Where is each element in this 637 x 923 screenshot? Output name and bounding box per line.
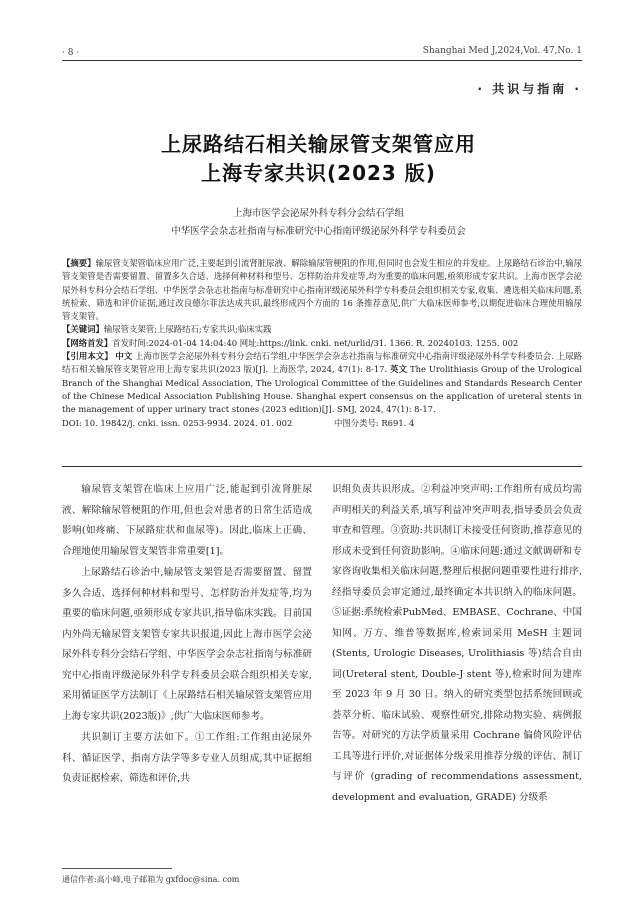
doi-row	[62, 417, 582, 431]
header-rule	[62, 60, 582, 61]
doi: DOI: 10. 19842/j. cnki. issn. 0253-9934. 2024. 01. 002	[62, 417, 293, 428]
abstract	[62, 257, 582, 323]
online-label: 【网络首发】	[62, 337, 113, 348]
corresponding-author: 通信作者:高小峰,电子邮箱为 gxfdoc@sina. com	[62, 875, 240, 884]
abstract-block	[62, 257, 582, 431]
keywords	[62, 323, 582, 336]
left-paragraph-2: 上尿路结石诊治中,输尿管支架管是否需要留置、留置多久合适、选择何种材料和型号、怎样防治并发症等,均为重要的临床问题,亟须形成专家共识,指导临床实践。目前国内外尚无输尿管支架管专家共识报道,因此上海市医学会泌尿外科专科分会结石学组、中华医学会杂志社指南与标准研究中心指南评级泌尿外科学专科委员会联合组织相关专家,采用循证医学方法制订《上尿路结石相关输尿管支架管应用上海专家共识(2023版)》,供广大临床医师参考。	[62, 567, 312, 722]
org-line-2: 中华医学会杂志社指南与标准研究中心指南评级泌尿外科学专科委员会	[171, 226, 466, 237]
left-paragraph-1: 输尿管支架管在临床上应用广泛,能起到引流肾脏尿液、解除输尿管梗阻的作用,但也会对患者的日常生活造成影响(如疼痛、下尿路症状和血尿等)。因此,临床上正确、合理地使用输尿管支架管非常重要[1]。	[62, 484, 312, 557]
citation-cn-text: 上海市医学会泌尿外科专科分会结石学组,中华医学会杂志社指南与标准研究中心指南评级泌尿外科学专科委员会. 上尿路结石相关输尿管支架管应用上海专家共识(2023 版)[J]. 上海医学, 2024, 47(1): 8-17.	[62, 351, 583, 375]
journal-header: Shanghai Med J,2024,Vol. 47,No. 1	[422, 46, 582, 56]
citation-en-prefix: 英文	[390, 364, 408, 375]
abstract-bottom-rule	[62, 466, 582, 467]
right-paragraph-1: 识组负责共识形成。②利益冲突声明:工作组所有成员均需声明相关的利益关系,填写利益冲突声明表,指导委员会负责审查和管理。③资助:共识制订未接受任何资助,推荐意见的形成未受到任何资助影响。④临床问题:通过文献调研和专家咨询收集相关临床问题,整理后根据问题重要性进行排序,经指导委员会审定通过,最终确定本共识纳入的临床问题。⑤证据:系统检索PubMed、EMBASE、Cochrane、中国知网、万方、维普等数据库,检索词采用 MeSH 主题词(Stents, Urologic Diseases, Urolithiasis 等)结合自由词(Ureteral stent, Double-J stent 等),检索时间为建库至 2023 年 9 月 30 日。纳入的研究类型包括系统回顾或荟萃分析、临床试验、观察性研究,排除动物实验、病例报告等。对研究的方法学质量采用 Cochrane 偏倚风险评估工具等进行评价,对证据体分级采用推荐分级的评估、制订与评价 (grading of recommendations assessment, development and evaluation, GRADE) 分级系	[332, 484, 582, 803]
left-column	[62, 480, 312, 791]
title-line-2: 上海专家共识(2023 版)	[201, 161, 436, 185]
page-number: · 8 ·	[62, 48, 80, 58]
org-line-1: 上海市医学会泌尿外科专科分会结石学组	[232, 208, 404, 219]
footnote-rule	[62, 868, 172, 869]
clc-number: 中图分类号: R691. 4	[334, 417, 415, 428]
right-column	[332, 480, 582, 809]
section-label: · 共识与指南 ·	[477, 82, 582, 96]
citation-en-text: The Urolithiasis Group of the Urological Branch of the Shanghai Medical Association, The Urological Committee of the Guidelines and Standards Research Center of the Chinese Medical Association Publishing House. Shanghai expert consensus on the application of ureteral stents in the management of upper urinary tract stones (2023 edition)[J]. SMJ, 2024, 47(1): 8-17.	[62, 364, 582, 415]
abstract-label: 【摘要】	[62, 258, 96, 268]
online-first	[62, 337, 582, 350]
left-paragraph-3: 共识制订主要方法如下。①工作组:工作组由泌尿外科、循证医学、指南方法学等多专业人员组成,其中证据组负责证据检索、筛选和评价,共	[62, 732, 312, 784]
citation	[62, 350, 582, 416]
keywords-text: 输尿管支架管;上尿路结石;专家共识;临床实践	[103, 324, 272, 335]
title-line-1: 上尿路结石相关输尿管支架管应用	[161, 132, 476, 156]
keywords-label: 【关键词】	[62, 324, 104, 335]
citation-cn-prefix: 中文	[115, 351, 133, 362]
abstract-text: 输尿管支架管临床应用广泛,主要起到引流肾脏尿液、解除输尿管梗阻的作用,但同时也会发生相应的并发症。上尿路结石诊治中,输尿管支架管是否需要留置、留置多久合适、选择何种材料和型号、怎样防治并发症等,均为重要的临床问题,亟须形成专家共识。上海市医学会泌尿外科专科分会结石学组、中华医学会杂志社指南与标准研究中心指南评级泌尿外科学专科委员会组织相关专家,收集、遴选相关临床问题,系统检索、筛选和评价证据,通过改良德尔菲法达成共识,最终形成四个方面的 16 条推荐意见,供广大临床医师参考,以期促进临床合理使用输尿管支架管。	[62, 258, 583, 322]
online-text: 首发时间:2024-01-04 14:04:40 网址:https://link. cnki. net/urlid/31. 1366. R. 20240103. 1255. 002	[112, 337, 519, 348]
citation-label: 【引用本文】	[62, 351, 113, 362]
